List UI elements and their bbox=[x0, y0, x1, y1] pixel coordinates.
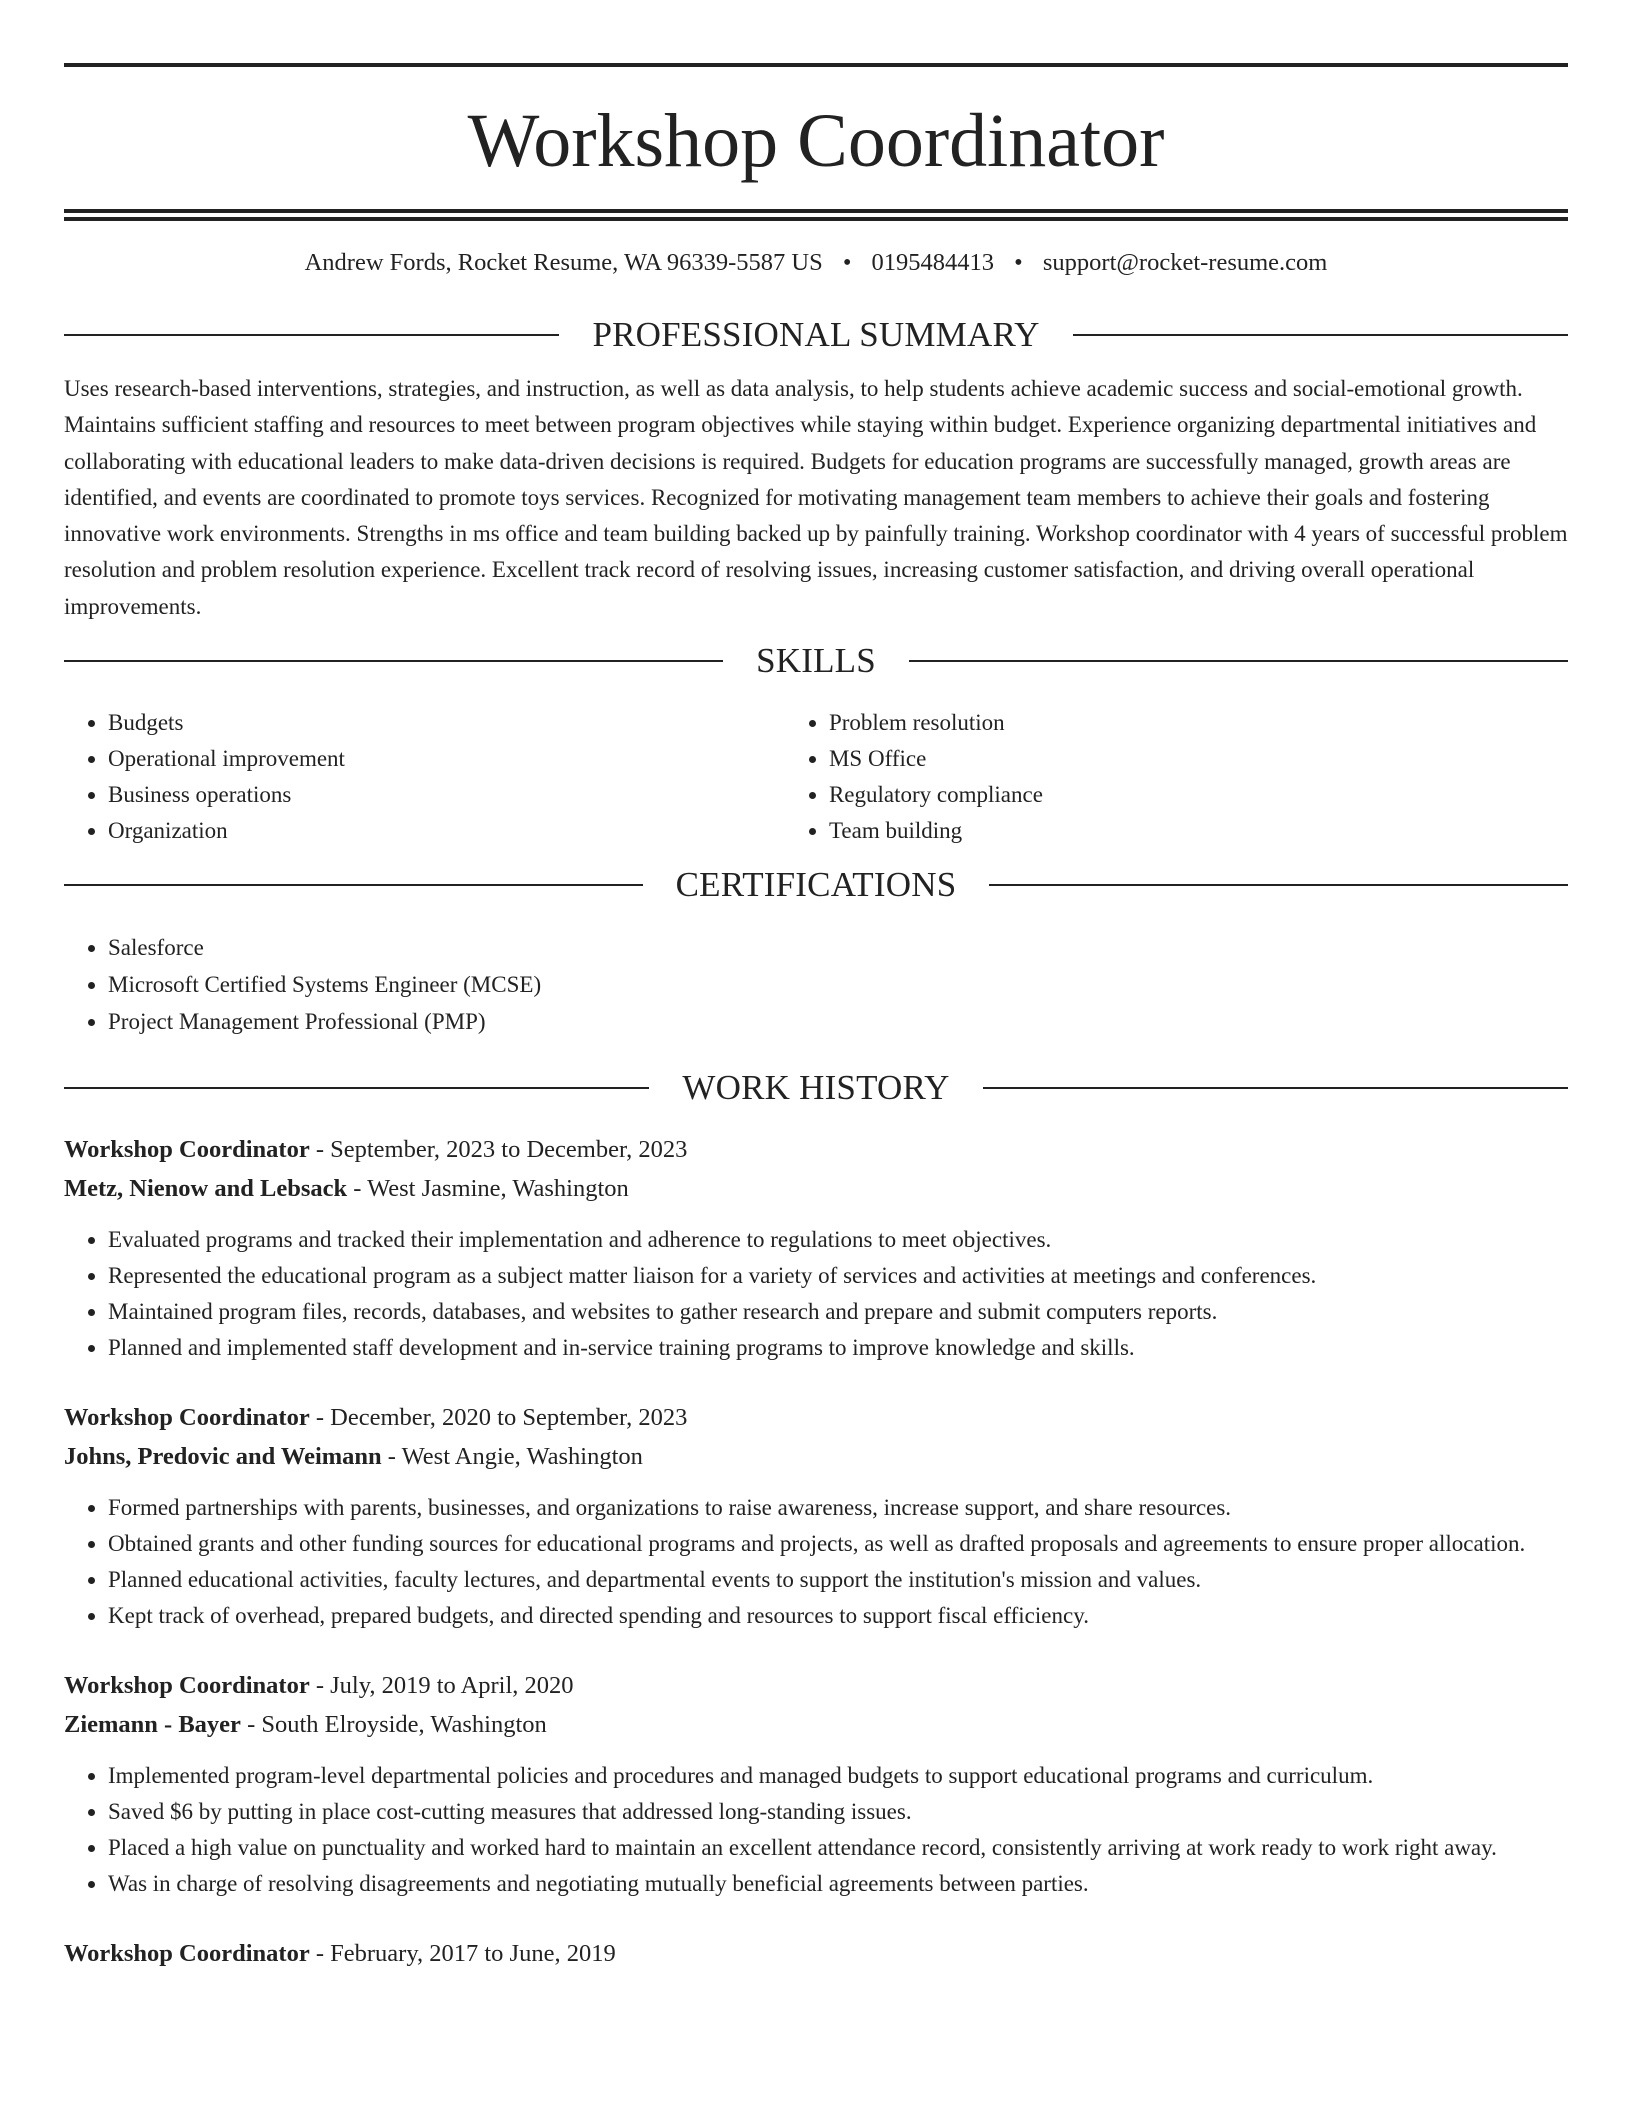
skills-columns bbox=[64, 705, 1568, 849]
job-location: - South Elroyside, Washington bbox=[240, 1710, 547, 1738]
heading-rule-left bbox=[64, 1087, 649, 1089]
job-company-line bbox=[64, 1438, 1568, 1477]
job-title-line bbox=[64, 1667, 1568, 1706]
job-dates: - February, 2017 to June, 2019 bbox=[309, 1940, 616, 1968]
heading-rule-left bbox=[64, 660, 723, 662]
contact-separator: • bbox=[1014, 249, 1023, 276]
certifications-section-heading bbox=[64, 863, 1568, 907]
job-location: - West Angie, Washington bbox=[381, 1442, 643, 1470]
skill-item: • Team building bbox=[829, 813, 1568, 849]
job-title: Workshop Coordinator bbox=[64, 1672, 310, 1700]
duty-item: • Implemented program-level departmental policies and procedures and managed budgets to support educational programs and curriculum. bbox=[108, 1758, 1568, 1794]
summary-section-heading bbox=[64, 313, 1568, 357]
certification-item: • Salesforce bbox=[108, 929, 1568, 966]
section-title: CERTIFICATIONS bbox=[675, 865, 957, 905]
job-entry bbox=[64, 1935, 1568, 1974]
job-title: Workshop Coordinator bbox=[64, 1136, 310, 1164]
job-entry bbox=[64, 1131, 1568, 1366]
certifications-list bbox=[64, 929, 1568, 1040]
job-entry bbox=[64, 1667, 1568, 1902]
work-history-section-heading bbox=[64, 1066, 1568, 1110]
duty-item: • Formed partnerships with parents, businesses, and organizations to raise awareness, increase support, and share resources. bbox=[108, 1490, 1568, 1526]
job-duties-list bbox=[64, 1758, 1568, 1902]
heading-rule-right bbox=[909, 660, 1568, 662]
skill-item: • Operational improvement bbox=[108, 741, 785, 777]
skill-item: • Business operations bbox=[108, 777, 785, 813]
job-location: - West Jasmine, Washington bbox=[347, 1174, 629, 1202]
job-duties-list bbox=[64, 1222, 1568, 1366]
section-title: SKILLS bbox=[756, 641, 876, 681]
job-title: Workshop Coordinator bbox=[64, 1940, 310, 1968]
duty-item: • Obtained grants and other funding sources for educational programs and projects, as well as drafted proposals and agreements to ensure proper allocation. bbox=[108, 1526, 1568, 1562]
contact-separator: • bbox=[842, 249, 852, 276]
job-title-line bbox=[64, 1131, 1568, 1170]
contact-email: support@rocket-resume.com bbox=[1042, 249, 1328, 276]
duty-item: • Placed a high value on punctuality and worked hard to maintain an excellent attendance record, consistently arriving at work ready to work right away. bbox=[108, 1830, 1568, 1866]
skill-item: • Budgets bbox=[108, 705, 785, 741]
section-title: PROFESSIONAL SUMMARY bbox=[592, 315, 1040, 354]
duty-item: • Kept track of overhead, prepared budgets, and directed spending and resources to support fiscal efficiency. bbox=[108, 1598, 1568, 1634]
heading-rule-left bbox=[64, 884, 643, 886]
job-entry bbox=[64, 1399, 1568, 1634]
duty-item: • Represented the educational program as a subject matter liaison for a variety of services and activities at meetings and conferences. bbox=[108, 1258, 1568, 1294]
contact-line bbox=[64, 247, 1568, 279]
duty-item: • Evaluated programs and tracked their implementation and adherence to regulations to meet objectives. bbox=[108, 1222, 1568, 1258]
job-company: Ziemann - Bayer bbox=[64, 1710, 241, 1738]
duty-item: • Saved $6 by putting in place cost-cutting measures that addressed long-standing issues. bbox=[108, 1794, 1568, 1830]
skill-item: • Regulatory compliance bbox=[829, 777, 1568, 813]
resume-page bbox=[64, 0, 1568, 1974]
job-title-line bbox=[64, 1935, 1568, 1974]
contact-address: Andrew Fords, Rocket Resume, WA 96339-5587 US bbox=[304, 249, 823, 276]
job-company-line bbox=[64, 1706, 1568, 1745]
contact-phone: 0195484413 bbox=[871, 249, 995, 276]
job-dates: - July, 2019 to April, 2020 bbox=[309, 1672, 574, 1700]
skill-item: • MS Office bbox=[829, 741, 1568, 777]
certification-item: • Project Management Professional (PMP) bbox=[108, 1003, 1568, 1040]
skills-section-heading bbox=[64, 639, 1568, 683]
duty-item: • Planned and implemented staff development and in-service training programs to improve knowledge and skills. bbox=[108, 1330, 1568, 1366]
heading-rule-right bbox=[983, 1087, 1568, 1089]
certification-item: • Microsoft Certified Systems Engineer (MCSE) bbox=[108, 966, 1568, 1003]
duty-item: • Maintained program files, records, databases, and websites to gather research and prepare and submit computers reports. bbox=[108, 1294, 1568, 1330]
job-company-line bbox=[64, 1170, 1568, 1209]
job-dates: - September, 2023 to December, 2023 bbox=[309, 1136, 688, 1164]
summary-text: Uses research-based interventions, strategies, and instruction, as well as data analysis, to help students achieve academic success and social-emotional growth. Maintains sufficient staffing and resources to meet between program objectives while staying within budget. Experience organizing departmental initiatives and collaborating with educational leaders to make data-driven decisions is required. Budgets for education programs are successfully managed, growth areas are identified, and events are coordinated to promote toys services. Recognized for motivating management team members to achieve their goals and fostering innovative work environments. Strengths in ms office and team building backed up by painfully training. Workshop coordinator with 4 years of successful problem resolution and problem resolution experience. Excellent track record of resolving issues, increasing customer satisfaction, and driving overall operational improvements. bbox=[64, 376, 1568, 619]
job-company: Metz, Nienow and Lebsack bbox=[64, 1174, 348, 1202]
heading-rule-right bbox=[1073, 334, 1568, 336]
resume-title: Workshop Coordinator bbox=[467, 99, 1165, 183]
section-title: WORK HISTORY bbox=[682, 1068, 950, 1108]
job-title-line bbox=[64, 1399, 1568, 1438]
job-dates: - December, 2020 to September, 2023 bbox=[309, 1404, 688, 1432]
job-title: Workshop Coordinator bbox=[64, 1404, 310, 1432]
job-duties-list bbox=[64, 1490, 1568, 1634]
header-double-rule bbox=[64, 209, 1568, 221]
skill-item: • Problem resolution bbox=[829, 705, 1568, 741]
skills-list-left bbox=[64, 705, 785, 849]
skill-item: • Organization bbox=[108, 813, 785, 849]
heading-rule-left bbox=[64, 334, 559, 336]
duty-item: • Was in charge of resolving disagreements and negotiating mutually beneficial agreements between parties. bbox=[108, 1866, 1568, 1902]
duty-item: • Planned educational activities, faculty lectures, and departmental events to support the institution's mission and values. bbox=[108, 1562, 1568, 1598]
skills-list-right bbox=[785, 705, 1568, 849]
job-company: Johns, Predovic and Weimann bbox=[64, 1442, 382, 1470]
heading-rule-right bbox=[989, 884, 1568, 886]
